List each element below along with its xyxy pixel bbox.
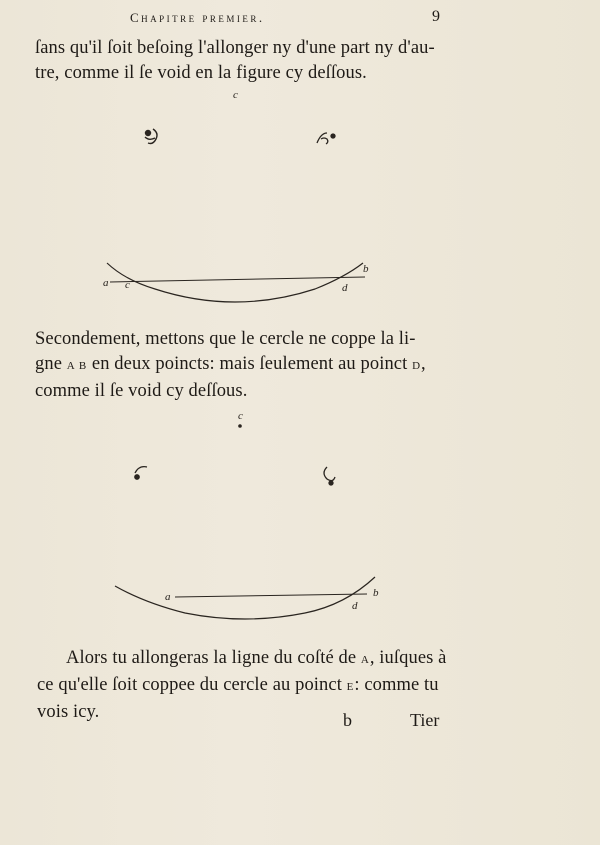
figure-2-center-point [238,424,242,428]
catchword: Tier [410,710,440,730]
paragraph-3-line-1: Alors tu allongeras la ligne du coſté de A, iuſques à [66,648,447,668]
figure-2-line-ab [175,594,367,597]
paragraph-2-line-3: comme il ſe void cy deſſous. [35,381,248,401]
figure-2-label-c: c [238,410,243,422]
figure-2 [105,405,395,625]
figure-2-circle-arc [115,577,375,619]
paragraph-2-line-1: Secondement, mettons que le cercle ne coppe la li- [35,329,416,349]
figure-1 [95,85,385,315]
paragraph-2 [35,327,426,404]
figure-2-label-b: b [373,587,379,599]
figure-1-ornament-right [317,133,335,144]
figure-1-label-c2: c [125,279,130,291]
label-a: A [360,654,370,666]
figure-1-label-d: d [342,282,348,294]
figure-1-circle-arc [107,263,363,302]
figure-2-label-d: d [352,600,358,612]
label-e: E [346,681,355,693]
label-d: D [412,360,422,372]
figure-2-ornament-left [135,467,147,480]
page-footer [0,710,600,740]
figure-2-ornament-right [324,467,335,485]
paragraph-1-line-1: ſans qu'il ſoit beſoing l'allonger ny d'une part ny d'au- [35,38,435,58]
paragraph-1 [35,36,435,86]
page-number: 9 [432,8,440,25]
signature-mark: b [343,710,352,730]
figure-1-line-ab [110,277,365,282]
paragraph-3-line-2: ce qu'elle ſoit coppee du cercle au poinct E: comme tu [37,675,439,695]
paragraph-2-line-2: gne A B en deux poincts: mais ſeulement au poinct D, [35,354,426,374]
figure-2-label-a: a [165,591,171,603]
figure-1-label-b: b [363,263,369,275]
figure-1-ornament-left [145,129,157,144]
page-header [0,6,600,30]
paragraph-3-line-3: vois icy. [37,702,100,722]
paragraph-1-line-2: tre, comme il ſe void en la figure cy deſſous. [35,63,367,83]
figure-1-label-a: a [103,277,109,289]
label-ab: A B [66,360,88,372]
figure-1-label-c: c [233,89,238,101]
running-head: Chapitre premier. [130,10,265,25]
